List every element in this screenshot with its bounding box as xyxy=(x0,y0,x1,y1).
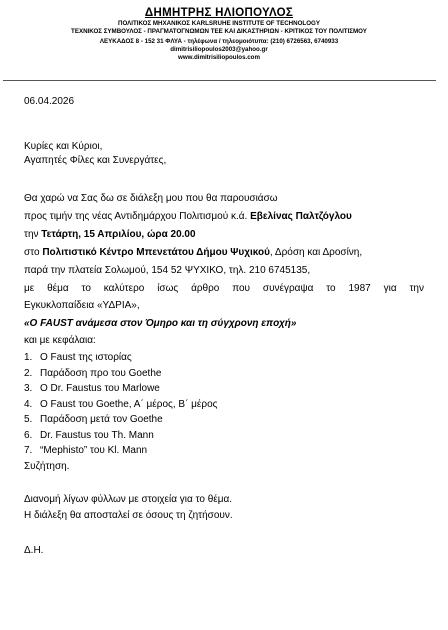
letterhead-website: www.dimitrisiliopoulos.com xyxy=(178,54,260,61)
chapter-number: 7. xyxy=(24,445,33,456)
chapter-number: 1. xyxy=(24,352,33,363)
letterhead xyxy=(0,6,438,62)
paragraph-line xyxy=(24,244,424,262)
chapter-number: 5. xyxy=(24,414,33,425)
chapter-number: 4. xyxy=(24,398,33,410)
paragraph-line: Θα χαρώ να Σας δω σε διάλεξη μου που θα παρουσιάσω xyxy=(24,193,278,204)
paragraph-line: παρά την πλατεία Σολωμού, 154 52 ΨΥΧΙΚΟ, τηλ. 210 6745135, xyxy=(24,265,311,276)
letterhead-email: dimitrisiliopoulos2003@yahoo.gr xyxy=(170,46,268,53)
honoree-intro: προς τιμήν της νέας Αντιδημάρχου Πολιτισμού κ.ά. xyxy=(24,211,251,222)
chapter-title: Παράδοση προ του Goethe xyxy=(40,367,162,379)
chapter-number: 2. xyxy=(24,367,33,379)
letterhead-profession-line: ΤΕΧΝΙΚΟΣ ΣΥΜΒΟΥΛΟΣ - ΠΡΑΓΜΑΤΟΓΝΩΜΩΝ ΤΕΕ ΚΑΙ ΔΙΚΑΣΤΗΡΙΩΝ - ΚΡΙΤΙΚΟΣ ΤΟΥ ΠΟΛΙΤΙΣΜΟΥ xyxy=(71,28,367,35)
event-datetime: Τετάρτη, 15 Απριλίου, ώρα 20.00 xyxy=(41,229,196,240)
closing-line: Η διάλεξη θα αποσταλεί σε όσους τη ζητήσουν. xyxy=(24,509,233,521)
venue-intro: στο xyxy=(24,247,43,258)
paragraph-line: με θέμα το καλύτερο ίσως άρθρο που συνέγραψα το 1987 για την xyxy=(24,283,424,294)
venue-name: Πολιτιστικό Κέντρο Μπενετάτου Δήμου Ψυχικού xyxy=(42,247,270,258)
letter-date: 06.04.2026 xyxy=(24,96,75,107)
salutation-line: Κυρίες και Κύριοι, xyxy=(24,141,103,152)
salutation xyxy=(24,140,424,168)
list-item xyxy=(24,443,424,459)
letterhead-address-line: ΛΕΥΚΑΔΟΣ 8 - 152 31 ΦΛΥΑ - τηλέφωνα / τηλεομοιότυπα: (210) 6726563, 6740933 xyxy=(99,38,339,45)
chapter-title: Ο Faust της ιστορίας xyxy=(40,352,132,363)
salutation-line: Αγαπητές Φίλες και Συνεργάτες, xyxy=(24,155,167,166)
list-item xyxy=(24,412,424,428)
chapter-number: 3. xyxy=(24,383,33,394)
letterhead-divider xyxy=(3,80,436,81)
paragraph-line xyxy=(24,226,424,244)
invitation-paragraph xyxy=(24,190,424,349)
date-intro: την xyxy=(24,229,42,240)
chapter-title: Ο Faust του Goethe, A΄ μέρος, Β΄ μέρος xyxy=(40,398,218,410)
list-item xyxy=(24,381,424,397)
discussion-line: Συζήτηση. xyxy=(24,460,70,472)
list-item xyxy=(24,428,424,444)
chapter-title: “Mephisto” του Kl. Mann xyxy=(40,445,148,456)
letterhead-title-line: ΠΟΛΙΤΙΚΟΣ ΜΗΧΑΝΙΚΟΣ KARLSRUHE INSTITUTE OF TECHNOLOGY xyxy=(118,20,320,27)
list-item xyxy=(24,350,424,366)
chapter-number: 6. xyxy=(24,429,33,441)
chapter-title: Ο Dr. Faustus του Marlowe xyxy=(40,383,160,394)
paragraph-line: Εγκυκλοπαίδεια «ΥΔΡΙΑ», xyxy=(24,300,140,311)
signature: Δ.Η. xyxy=(24,544,44,556)
closing-paragraph xyxy=(24,492,424,524)
list-item xyxy=(24,366,424,382)
chapter-title: Dr. Faustus του Th. Mann xyxy=(40,429,154,441)
paragraph-line xyxy=(24,208,424,226)
chapters-intro: και με κεφάλαια: xyxy=(24,335,96,346)
lecture-title: «Ο FAUST ανάμεσα στον Όμηρο και τη σύγχρονη εποχή» xyxy=(24,318,297,329)
list-item xyxy=(24,397,424,413)
chapter-title: Παράδοση μετά τον Goethe xyxy=(40,414,163,425)
letter-body xyxy=(24,95,424,558)
closing-line: Διανομή λίγων φύλλων με στοιχεία για το θέμα. xyxy=(24,493,233,505)
venue-street: , Δρόση και Δροσίνη, xyxy=(269,247,363,258)
letterhead-name: ΔΗΜΗΤΡΗΣ ΗΛΙΟΠΟΥΛΟΣ xyxy=(144,7,294,19)
honoree-name: Εβελίνας Παλτζόγλου xyxy=(250,211,352,222)
chapter-list xyxy=(24,350,424,459)
